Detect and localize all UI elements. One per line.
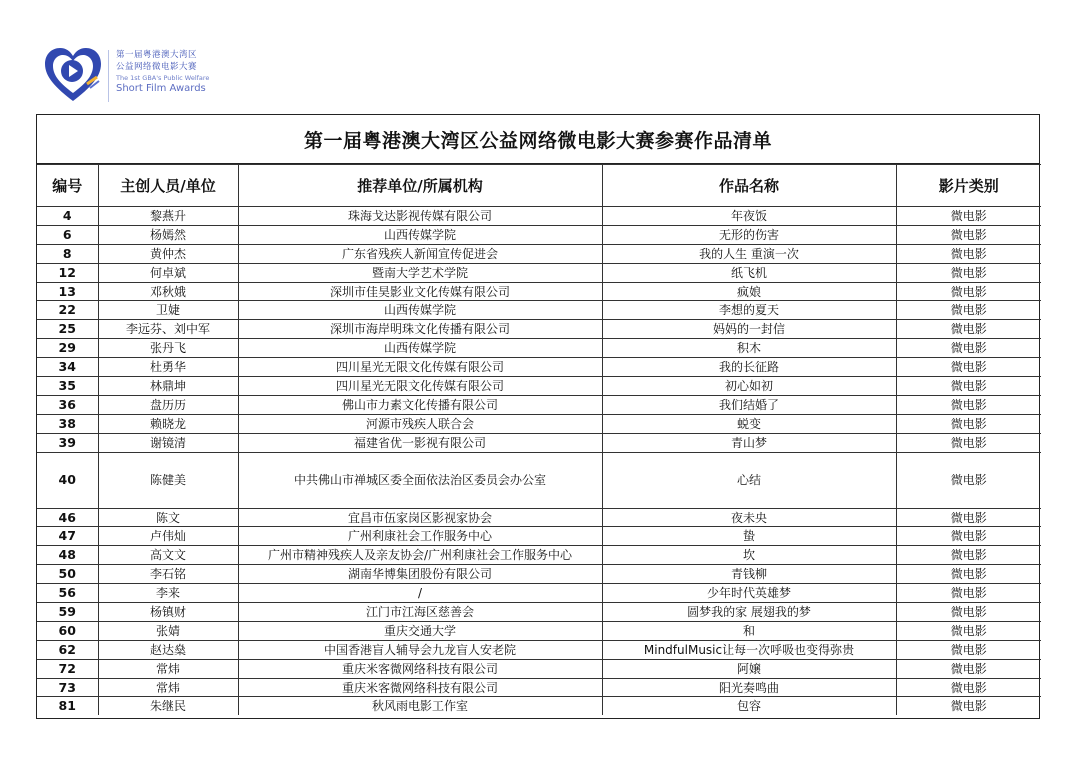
entry-number: 12 bbox=[37, 263, 98, 282]
entries-sheet bbox=[36, 114, 1040, 719]
entry-number: 39 bbox=[37, 433, 98, 452]
entry-number: 56 bbox=[37, 584, 98, 603]
film-type-cell: 微电影 bbox=[896, 225, 1041, 244]
work-title-cell: 心结 bbox=[602, 452, 896, 508]
table-row bbox=[37, 452, 1041, 508]
organization-cell: 山西传媒学院 bbox=[238, 301, 602, 320]
film-type-cell: 微电影 bbox=[896, 527, 1041, 546]
work-title-cell: 阳光奏鸣曲 bbox=[602, 678, 896, 697]
work-title-cell: 蛰 bbox=[602, 527, 896, 546]
table-row bbox=[37, 358, 1041, 377]
table-row bbox=[37, 433, 1041, 452]
table-row bbox=[37, 659, 1041, 678]
creator-cell: 陈文 bbox=[98, 508, 238, 527]
creator-cell: 林鼎坤 bbox=[98, 377, 238, 396]
logo bbox=[42, 44, 242, 106]
table-row bbox=[37, 697, 1041, 715]
table-body bbox=[37, 207, 1041, 716]
header-work-title: 作品名称 bbox=[602, 165, 896, 207]
entry-number: 46 bbox=[37, 508, 98, 527]
table-row bbox=[37, 546, 1041, 565]
logo-title-en-1: The 1st GBA's Public Welfare bbox=[116, 74, 210, 82]
film-type-cell: 微电影 bbox=[896, 244, 1041, 263]
entry-number: 38 bbox=[37, 414, 98, 433]
creator-cell: 赖晓龙 bbox=[98, 414, 238, 433]
table-row bbox=[37, 678, 1041, 697]
organization-cell: 中国香港盲人辅导会九龙盲人安老院 bbox=[238, 640, 602, 659]
organization-cell: 秋风雨电影工作室 bbox=[238, 697, 602, 715]
creator-cell: 常炜 bbox=[98, 678, 238, 697]
work-title-cell: 积木 bbox=[602, 339, 896, 358]
logo-title-cn-2: 公益网络微电影大赛 bbox=[116, 62, 198, 72]
entry-number: 29 bbox=[37, 339, 98, 358]
film-type-cell: 微电影 bbox=[896, 433, 1041, 452]
work-title-cell: 妈妈的一封信 bbox=[602, 320, 896, 339]
work-title-cell: 年夜饭 bbox=[602, 207, 896, 226]
film-type-cell: 微电影 bbox=[896, 301, 1041, 320]
table-row bbox=[37, 584, 1041, 603]
work-title-cell: 无形的伤害 bbox=[602, 225, 896, 244]
organization-cell: 四川星光无限文化传媒有限公司 bbox=[238, 377, 602, 396]
organization-cell: 宜昌市伍家岗区影视家协会 bbox=[238, 508, 602, 527]
organization-cell: 广州市精神残疾人及亲友协会/广州利康社会工作服务中心 bbox=[238, 546, 602, 565]
creator-cell: 黄仲杰 bbox=[98, 244, 238, 263]
entry-number: 73 bbox=[37, 678, 98, 697]
table-row bbox=[37, 508, 1041, 527]
film-type-cell: 微电影 bbox=[896, 395, 1041, 414]
film-type-cell: 微电影 bbox=[896, 263, 1041, 282]
entry-number: 25 bbox=[37, 320, 98, 339]
table-row bbox=[37, 395, 1041, 414]
film-type-cell: 微电影 bbox=[896, 207, 1041, 226]
creator-cell: 卢伟灿 bbox=[98, 527, 238, 546]
entry-number: 4 bbox=[37, 207, 98, 226]
creator-cell: 杨镇财 bbox=[98, 603, 238, 622]
work-title-cell: 疯娘 bbox=[602, 282, 896, 301]
organization-cell: 珠海戈达影视传媒有限公司 bbox=[238, 207, 602, 226]
work-title-cell: 包容 bbox=[602, 697, 896, 715]
entry-number: 8 bbox=[37, 244, 98, 263]
creator-cell: 邓秋娥 bbox=[98, 282, 238, 301]
creator-cell: 朱继民 bbox=[98, 697, 238, 715]
film-type-cell: 微电影 bbox=[896, 358, 1041, 377]
table-row bbox=[37, 565, 1041, 584]
entry-number: 34 bbox=[37, 358, 98, 377]
header-organization: 推荐单位/所属机构 bbox=[238, 165, 602, 207]
organization-cell: 深圳市海岸明珠文化传播有限公司 bbox=[238, 320, 602, 339]
logo-title-en-2: Short Film Awards bbox=[116, 83, 206, 94]
work-title-cell: 青山梦 bbox=[602, 433, 896, 452]
entries-table bbox=[37, 164, 1041, 715]
organization-cell: 湖南华博集团股份有限公司 bbox=[238, 565, 602, 584]
table-row bbox=[37, 207, 1041, 226]
organization-cell: 广东省残疾人新闻宣传促进会 bbox=[238, 244, 602, 263]
film-type-cell: 微电影 bbox=[896, 339, 1041, 358]
entry-number: 47 bbox=[37, 527, 98, 546]
creator-cell: 高文文 bbox=[98, 546, 238, 565]
table-row bbox=[37, 225, 1041, 244]
logo-title-cn-1: 第一届粤港澳大湾区 bbox=[116, 50, 198, 60]
creator-cell: 卫婕 bbox=[98, 301, 238, 320]
heart-play-logo-icon bbox=[42, 44, 104, 106]
entry-number: 36 bbox=[37, 395, 98, 414]
film-type-cell: 微电影 bbox=[896, 659, 1041, 678]
creator-cell: 李远芬、刘中军 bbox=[98, 320, 238, 339]
film-type-cell: 微电影 bbox=[896, 603, 1041, 622]
film-type-cell: 微电影 bbox=[896, 377, 1041, 396]
work-title-cell: 少年时代英雄梦 bbox=[602, 584, 896, 603]
creator-cell: 杜勇华 bbox=[98, 358, 238, 377]
organization-cell: 广州利康社会工作服务中心 bbox=[238, 527, 602, 546]
header-number: 编号 bbox=[37, 165, 98, 207]
film-type-cell: 微电影 bbox=[896, 282, 1041, 301]
film-type-cell: 微电影 bbox=[896, 546, 1041, 565]
creator-cell: 常炜 bbox=[98, 659, 238, 678]
entry-number: 72 bbox=[37, 659, 98, 678]
organization-cell: 深圳市佳昊影业文化传媒有限公司 bbox=[238, 282, 602, 301]
organization-cell: 中共佛山市禅城区委全面依法治区委员会办公室 bbox=[238, 452, 602, 508]
film-type-cell: 微电影 bbox=[896, 697, 1041, 715]
entry-number: 40 bbox=[37, 452, 98, 508]
table-row bbox=[37, 603, 1041, 622]
film-type-cell: 微电影 bbox=[896, 584, 1041, 603]
table-row bbox=[37, 263, 1041, 282]
organization-cell: 四川星光无限文化传媒有限公司 bbox=[238, 358, 602, 377]
work-title-cell: 纸飞机 bbox=[602, 263, 896, 282]
organization-cell: 重庆米客微网络科技有限公司 bbox=[238, 659, 602, 678]
work-title-cell: 夜未央 bbox=[602, 508, 896, 527]
organization-cell: 江门市江海区慈善会 bbox=[238, 603, 602, 622]
film-type-cell: 微电影 bbox=[896, 565, 1041, 584]
table-row bbox=[37, 301, 1041, 320]
logo-text bbox=[116, 49, 246, 95]
organization-cell: 暨南大学艺术学院 bbox=[238, 263, 602, 282]
creator-cell: 谢镜清 bbox=[98, 433, 238, 452]
entry-number: 13 bbox=[37, 282, 98, 301]
entry-number: 81 bbox=[37, 697, 98, 715]
entry-number: 35 bbox=[37, 377, 98, 396]
film-type-cell: 微电影 bbox=[896, 621, 1041, 640]
work-title-cell: 圆梦我的家 展翅我的梦 bbox=[602, 603, 896, 622]
table-row bbox=[37, 244, 1041, 263]
organization-cell: / bbox=[238, 584, 602, 603]
creator-cell: 杨嫣然 bbox=[98, 225, 238, 244]
table-row bbox=[37, 339, 1041, 358]
creator-cell: 李石铭 bbox=[98, 565, 238, 584]
organization-cell: 福建省优一影视有限公司 bbox=[238, 433, 602, 452]
organization-cell: 山西传媒学院 bbox=[238, 225, 602, 244]
work-title-cell: 阿嬢 bbox=[602, 659, 896, 678]
table-row bbox=[37, 640, 1041, 659]
work-title-cell: MindfulMusic让每一次呼吸也变得弥贵 bbox=[602, 640, 896, 659]
entry-number: 60 bbox=[37, 621, 98, 640]
film-type-cell: 微电影 bbox=[896, 414, 1041, 433]
table-row bbox=[37, 282, 1041, 301]
entry-number: 62 bbox=[37, 640, 98, 659]
creator-cell: 黎燕升 bbox=[98, 207, 238, 226]
creator-cell: 张婧 bbox=[98, 621, 238, 640]
table-row bbox=[37, 414, 1041, 433]
table-header-row bbox=[37, 165, 1041, 207]
organization-cell: 河源市残疾人联合会 bbox=[238, 414, 602, 433]
film-type-cell: 微电影 bbox=[896, 320, 1041, 339]
entry-number: 59 bbox=[37, 603, 98, 622]
work-title-cell: 坎 bbox=[602, 546, 896, 565]
entry-number: 22 bbox=[37, 301, 98, 320]
creator-cell: 盘历历 bbox=[98, 395, 238, 414]
creator-cell: 赵达燊 bbox=[98, 640, 238, 659]
film-type-cell: 微电影 bbox=[896, 452, 1041, 508]
header-creator: 主创人员/单位 bbox=[98, 165, 238, 207]
creator-cell: 陈健美 bbox=[98, 452, 238, 508]
creator-cell: 何卓斌 bbox=[98, 263, 238, 282]
entry-number: 6 bbox=[37, 225, 98, 244]
table-row bbox=[37, 320, 1041, 339]
work-title-cell: 和 bbox=[602, 621, 896, 640]
work-title-cell: 李想的夏天 bbox=[602, 301, 896, 320]
header-film-type: 影片类别 bbox=[896, 165, 1041, 207]
table-row bbox=[37, 621, 1041, 640]
work-title-cell: 初心如初 bbox=[602, 377, 896, 396]
work-title-cell: 青钱柳 bbox=[602, 565, 896, 584]
organization-cell: 重庆米客微网络科技有限公司 bbox=[238, 678, 602, 697]
organization-cell: 山西传媒学院 bbox=[238, 339, 602, 358]
work-title-cell: 我的人生 重演一次 bbox=[602, 244, 896, 263]
entry-number: 48 bbox=[37, 546, 98, 565]
entry-number: 50 bbox=[37, 565, 98, 584]
film-type-cell: 微电影 bbox=[896, 640, 1041, 659]
sheet-title: 第一届粤港澳大湾区公益网络微电影大赛参赛作品清单 bbox=[37, 115, 1039, 164]
table-row bbox=[37, 527, 1041, 546]
creator-cell: 李来 bbox=[98, 584, 238, 603]
film-type-cell: 微电影 bbox=[896, 508, 1041, 527]
organization-cell: 佛山市力素文化传播有限公司 bbox=[238, 395, 602, 414]
creator-cell: 张丹飞 bbox=[98, 339, 238, 358]
table-row bbox=[37, 377, 1041, 396]
work-title-cell: 我们结婚了 bbox=[602, 395, 896, 414]
logo-divider bbox=[108, 50, 109, 102]
organization-cell: 重庆交通大学 bbox=[238, 621, 602, 640]
film-type-cell: 微电影 bbox=[896, 678, 1041, 697]
work-title-cell: 蜕变 bbox=[602, 414, 896, 433]
work-title-cell: 我的长征路 bbox=[602, 358, 896, 377]
